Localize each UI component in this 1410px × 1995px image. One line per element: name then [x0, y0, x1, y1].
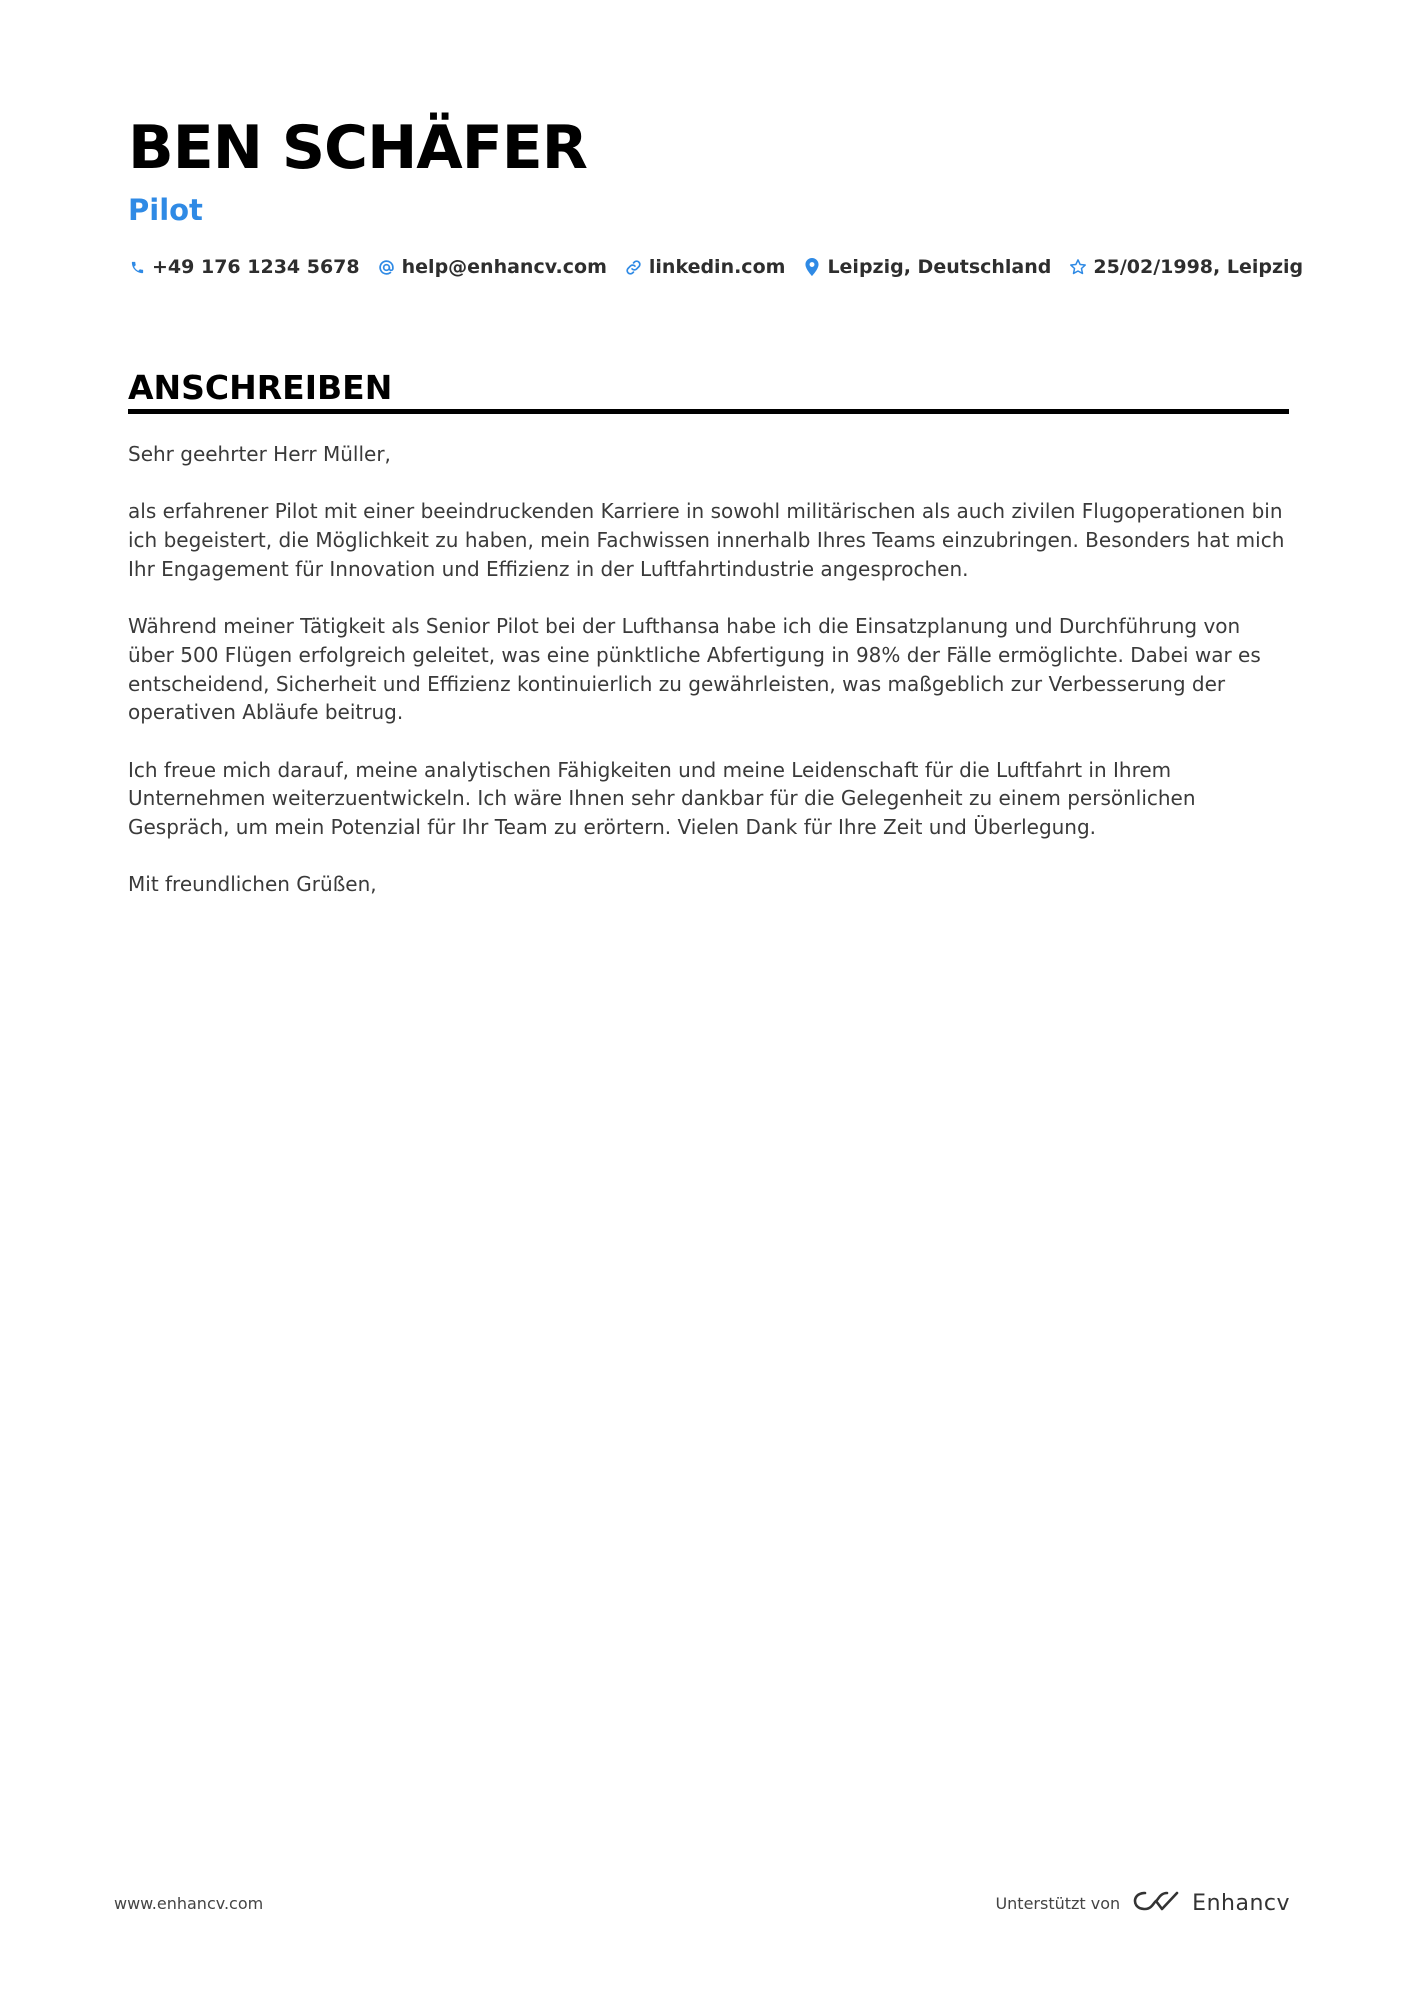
contact-location: [803, 256, 1051, 278]
contact-linkedin-text: linkedin.com: [648, 256, 786, 278]
letter-paragraph: Ich freue mich darauf, meine analytischen Fähigkeiten und meine Leidenschaft für die Luftfahrt in Ihrem Unternehmen weiterzuentwickeln. Ich wäre Ihnen sehr dankbar für die Gelegenheit zu einem persönlichen Gespräch, um mein Potenzial für Ihr Team zu erörtern. Vielen Dank für Ihre Zeit und Überlegung.: [128, 757, 1196, 840]
section-divider: [128, 409, 1289, 414]
letter-closing: Mit freundlichen Grüßen,: [128, 872, 377, 897]
brand-name: Enhancv: [1192, 1890, 1290, 1916]
enhancv-logo-icon: [1132, 1888, 1192, 1918]
contact-location-text: Leipzig, Deutschland: [827, 256, 1052, 278]
contact-phone-text: +49 176 1234 5678: [152, 256, 360, 278]
contact-birth-text: 25/02/1998, Leipzig: [1093, 256, 1304, 278]
at-icon: [378, 257, 396, 277]
section-title: ANSCHREIBEN: [128, 368, 393, 407]
job-title: Pilot: [128, 193, 203, 227]
phone-icon: [128, 257, 146, 277]
location-pin-icon: [803, 257, 821, 277]
letter-salutation: Sehr geehrter Herr Müller,: [128, 442, 391, 466]
footer-website-link[interactable]: www.enhancv.com: [114, 1894, 264, 1913]
letter-paragraph: Während meiner Tätigkeit als Senior Pilot bei der Lufthansa habe ich die Einsatzplanung und Durchführung von über 500 Flügen erfolgreich geleitet, was eine pünktliche Abfertigung in 98% der Fälle ermöglichte. Dabei war es entscheidend, Sicherheit und Effizienz kontinuierlich zu gewährleisten, was maßgeblich zur Verbesserung der operativen Abläufe beitrug.: [128, 614, 1261, 725]
contact-birth: [1069, 256, 1303, 278]
contact-email-text: help@enhancv.com: [401, 256, 607, 278]
brand-logo[interactable]: [1132, 1888, 1290, 1918]
powered-by-label: Unterstützt von: [995, 1893, 1121, 1913]
link-icon: [625, 257, 643, 277]
contact-bar: [128, 252, 1321, 282]
contact-phone: [128, 256, 360, 278]
footer-powered-by: [995, 1886, 1290, 1920]
contact-linkedin[interactable]: [625, 256, 786, 278]
contact-email[interactable]: [378, 256, 607, 278]
candidate-name: BEN SCHÄFER: [128, 113, 587, 183]
letter-body: [128, 440, 1289, 928]
letter-paragraph: als erfahrener Pilot mit einer beeindruckenden Karriere in sowohl militärischen als auch zivilen Flugoperationen bin ich begeistert, die Möglichkeit zu haben, mein Fachwissen innerhalb Ihres Teams einzubringen. Besonders hat mich Ihr Engagement für Innovation und Effizienz in der Luftfahrtindustrie angesprochen.: [128, 499, 1285, 581]
star-icon: [1069, 257, 1087, 277]
